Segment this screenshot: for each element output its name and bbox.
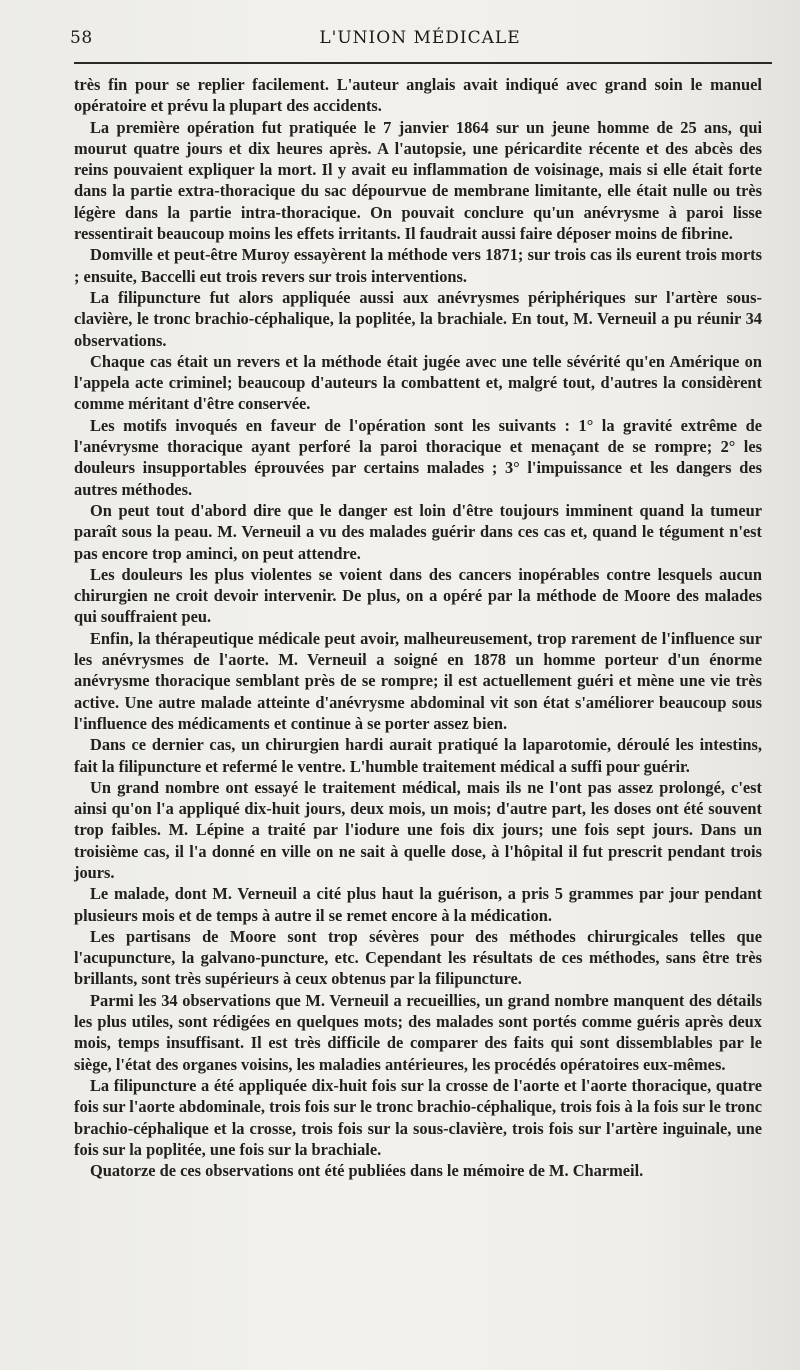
- paragraph: Le malade, dont M. Verneuil a cité plus haut la guérison, a pris 5 grammes par jour pendant plusieurs mois et de temps à autre il se remet encore à la médication.: [74, 884, 762, 925]
- header-rule: [74, 62, 772, 64]
- paragraph: Chaque cas était un revers et la méthode était jugée avec une telle sévérité qu'en Amérique on l'appela acte criminel; beaucoup d'auteurs la combattent et, malgré tout, d'autres la considèrent comme méritant d'être conservée.: [74, 351, 762, 414]
- paragraph: Quatorze de ces observations ont été publiées dans le mémoire de M. Charmeil.: [90, 1161, 644, 1181]
- paragraph: Parmi les 34 observations que M. Verneuil a recueillies, un grand nombre manquent des détails les plus utiles, sont rédigées en quelques mots; des malades sont portés comme guéris après deux mois, temps insuffisant. Il est très difficile de comparer des faits qui sont dissemblables par le siège, l'état des organes voisins, les maladies antérieures, les procédés opératoires eux-mêmes.: [74, 990, 762, 1074]
- paragraph: Les douleurs les plus violentes se voient dans des cancers inopérables contre lesquels aucun chirurgien ne croit devoir intervenir. De plus, on a opéré par la méthode de Moore des malades qui souffraient peu.: [74, 564, 762, 627]
- running-title: L'UNION MÉDICALE: [319, 28, 521, 48]
- paragraph: Enfin, la thérapeutique médicale peut avoir, malheureusement, trop rarement de l'influence sur les anévrysmes de l'aorte. M. Verneuil a soigné en 1878 un homme porteur d'un énorme anévrysme thoracique semblant près de se rompre; il est actuellement guéri et mène une vie très active. Une autre malade atteinte d'anévrysme abdominal vit son état s'améliorer beaucoup sous l'influence des médicaments et continue à se porter assez bien.: [74, 628, 762, 733]
- paragraph: Un grand nombre ont essayé le traitement médical, mais ils ne l'ont pas assez prolongé, c'est ainsi qu'on l'a appliqué dix-huit jours, deux mois, un mois; d'autre part, les doses ont été souvent trop faibles. M. Lépine a traité par l'iodure une fois dix jours; une fois sept jours. Dans un troisième cas, il l'a donné en ville on ne sait à quelle dose, à l'hôpital il fut prescrit pendant trois jours.: [74, 777, 762, 882]
- paragraph: La première opération fut pratiquée le 7 janvier 1864 sur un jeune homme de 25 ans, qui mourut quatre jours et dix heures après. A l'autopsie, une péricardite récente et des abcès des reins pouvaient expliquer la mort. Il y avait eu inflammation de voisinage, mais si elle était forte dans la partie extra-thoracique du sac dépourvue de membrane limitante, elle était nulle ou très légère dans la partie intra-thoracique. On pouvait conclure qu'un anévrysme à paroi lisse ressentirait beaucoup moins les effets irritants. Il faudrait aussi faire déposer moins de fibrine.: [74, 117, 762, 244]
- page-number: 58: [70, 28, 93, 48]
- paragraph: La filipuncture fut alors appliquée aussi aux anévrysmes périphériques sur l'artère sous-clavière, le tronc brachio-céphalique, la poplitée, la brachiale. En tout, M. Verneuil a pu réunir 34 observations.: [74, 287, 762, 350]
- paragraph: On peut tout d'abord dire que le danger est loin d'être toujours imminent quand la tumeur paraît sous la peau. M. Verneuil a vu des malades guérir dans ces cas et, quand le tégument n'est pas encore trop aminci, on peut attendre.: [74, 500, 762, 563]
- page-header: [70, 28, 770, 60]
- paragraph: Domville et peut-être Muroy essayèrent la méthode vers 1871; sur trois cas ils eurent trois morts ; ensuite, Baccelli eut trois revers sur trois interventions.: [74, 245, 762, 286]
- paragraph: Dans ce dernier cas, un chirurgien hardi aurait pratiqué la laparotomie, déroulé les intestins, fait la filipuncture et refermé le ventre. L'humble traitement médical a suffi pour guérir.: [74, 735, 762, 776]
- paragraph-continued: très fin pour se replier facilement. L'auteur anglais avait indiqué avec grand soin le manuel opératoire et prévu la plupart des accidents.: [74, 75, 762, 116]
- paragraph: Les motifs invoqués en faveur de l'opération sont les suivants : 1° la gravité extrême de l'anévrysme thoracique ayant perforé la paroi thoracique et menaçant de se rompre; 2° les douleurs insupportables éprouvées par certains malades ; 3° l'impuissance et les dangers des autres méthodes.: [74, 415, 762, 499]
- body-text: [74, 74, 762, 1181]
- paragraph: La filipuncture a été appliquée dix-huit fois sur la crosse de l'aorte et l'aorte thoracique, quatre fois sur l'aorte abdominale, trois fois sur le tronc brachio-céphalique, trois fois à la fois sur le tronc brachio-céphalique et la crosse, trois fois sur la sous-clavière, trois fois sur l'artère inguinale, une fois sur la poplitée, une fois sur la brachiale.: [74, 1075, 762, 1159]
- paragraph: Les partisans de Moore sont trop sévères pour des méthodes chirurgicales telles que l'acupuncture, la galvano-puncture, etc. Cependant les résultats de ces méthodes, sans être très brillants, sont très supérieurs à ceux obtenus par la filipuncture.: [74, 926, 762, 989]
